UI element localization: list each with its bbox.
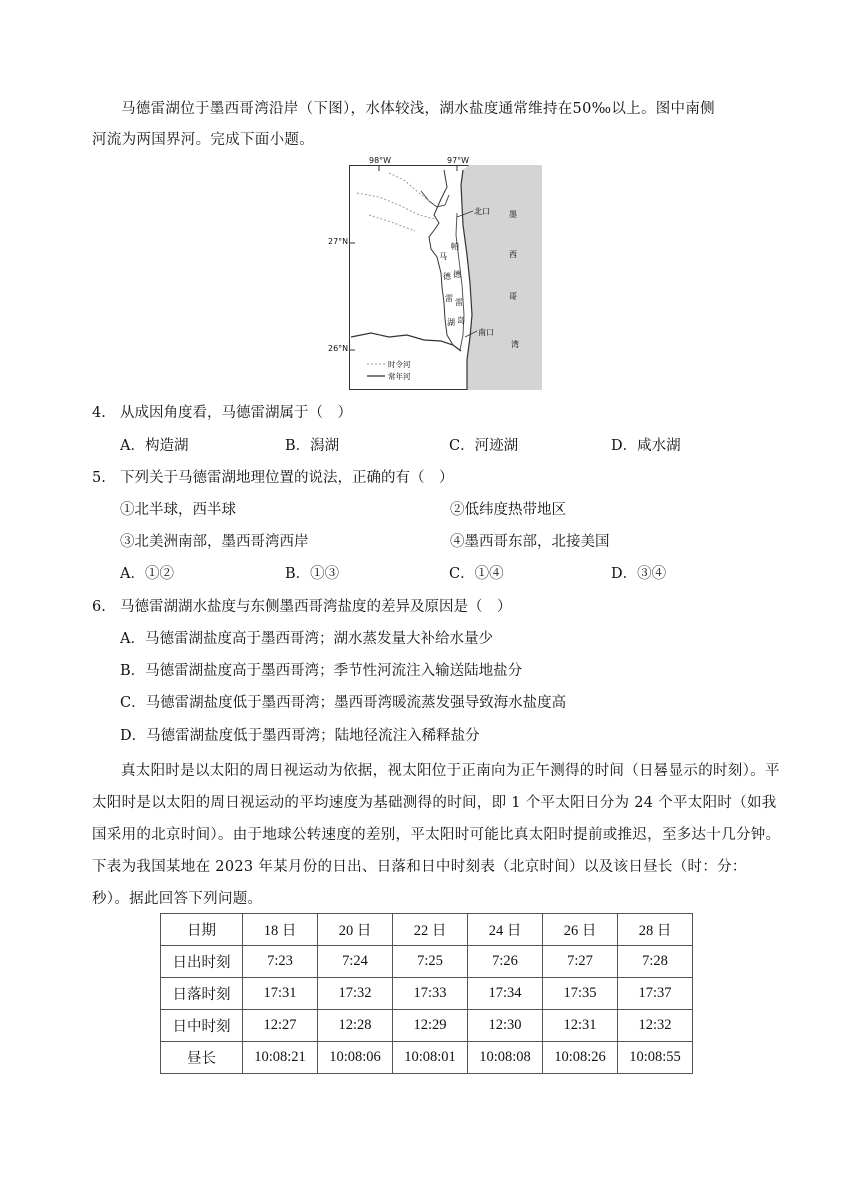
table-cell: 7:27 (543, 946, 618, 978)
table-cell: 7:26 (468, 946, 543, 978)
q4-option-d: D．咸水湖 (611, 438, 681, 454)
question-5-number: 5. (92, 470, 106, 486)
gulf-char-4: 湾 (511, 340, 519, 349)
south-inlet-label: 南口 (478, 328, 494, 337)
table-cell: 10:08:26 (543, 1042, 618, 1074)
table-header-cell: 日期 (161, 914, 243, 946)
table-cell: 17:37 (618, 978, 693, 1010)
table-cell: 17:33 (393, 978, 468, 1010)
q6-option-c: C．马德雷湖盐度低于墨西哥湾；墨西哥湾暖流蒸发强导致海水盐度高 (120, 695, 567, 711)
table-cell: 12:30 (468, 1010, 543, 1042)
q4-option-b: B．潟湖 (285, 438, 340, 454)
table-cell: 7:23 (243, 946, 318, 978)
intro-line-2: 河流为两国界河。完成下面小题。 (92, 132, 314, 148)
lake-map (349, 165, 542, 390)
q5-option-c: C．①④ (449, 566, 504, 582)
table-cell: 7:28 (618, 946, 693, 978)
table-row (161, 1010, 693, 1042)
table-cell: 12:31 (543, 1010, 618, 1042)
q5-item-4: ④墨西哥东部，北接美国 (450, 534, 610, 550)
table-cell: 12:29 (393, 1010, 468, 1042)
q6-option-a: A．马德雷湖盐度高于墨西哥湾；湖水蒸发量大补给水量少 (120, 631, 493, 647)
table-cell: 12:28 (318, 1010, 393, 1042)
table-row-label: 日中时刻 (161, 1010, 243, 1042)
lon-label-98-outer: 98°W (369, 156, 392, 165)
gulf-char-2: 西 (509, 250, 517, 259)
question-5-stem: 下列关于马德雷湖地理位置的说法，正确的有（ ） (120, 470, 454, 486)
north-inlet-label: 北口 (474, 207, 490, 216)
passage-solar-time: 真太阳时是以太阳的周日视运动为依据，视太阳位于正南向为正午测得的时间（日晷显示的时刻）。平太阳时是以太阳的周日视运动的平均速度为基础测得的时间，即 1 个平太阳日分为 24 个平太阳时（如我国采用的北京时间）。由于地球公转速度的差别，平太阳时可能比真太阳时提前或推迟，至多达十几分钟。下表为我国某地在 2023 年某月份的日出、日落和日中时刻表（北京时间）以及该日昼长（时：分：秒）。据此回答下列问题。 (92, 763, 781, 907)
table-cell: 10:08:21 (243, 1042, 318, 1074)
q5-item-3: ③北美洲南部，墨西哥湾西岸 (120, 534, 309, 550)
lon-label-97: 97°W (447, 156, 470, 165)
table-cell: 12:27 (243, 1010, 318, 1042)
question-6-stem: 马德雷湖湖水盐度与东侧墨西哥湾盐度的差异及原因是（ ） (120, 599, 512, 615)
table-row (161, 1042, 693, 1074)
table-cell: 10:08:08 (468, 1042, 543, 1074)
gulf-char-3: 哥 (509, 292, 517, 301)
q5-item-2: ②低纬度热带地区 (450, 502, 566, 518)
lat-label-27: 27°N (328, 237, 349, 246)
q4-option-c: C．河迹湖 (449, 438, 519, 454)
table-header-cell: 24 日 (468, 914, 543, 946)
q5-option-b: B．①③ (285, 566, 340, 582)
question-4 (92, 402, 352, 424)
table-cell: 7:24 (318, 946, 393, 978)
table-header-cell: 26 日 (543, 914, 618, 946)
lat-label-26: 26°N (328, 344, 349, 353)
question-5 (92, 467, 454, 489)
table-row-label: 昼长 (161, 1042, 243, 1074)
gulf-char-1: 墨 (509, 210, 517, 219)
table-header-cell: 18 日 (243, 914, 318, 946)
table-row (161, 978, 693, 1010)
question-4-number: 4. (92, 405, 106, 421)
table-header-cell: 20 日 (318, 914, 393, 946)
q5-option-a: A．①② (120, 566, 174, 582)
island-char-1: 帕 (451, 242, 459, 251)
lake-char-3: 雷 (445, 294, 453, 303)
lon-label-98 (369, 165, 389, 166)
q5-option-d: D．③④ (611, 566, 667, 582)
q6-option-d: D．马德雷湖盐度低于墨西哥湾；陆地径流注入稀释盐分 (120, 728, 480, 744)
lake-char-4: 湖 (447, 318, 455, 327)
lake-char-2: 德 (443, 272, 451, 281)
table-cell: 17:32 (318, 978, 393, 1010)
table-cell: 10:08:55 (618, 1042, 693, 1074)
table-cell: 17:35 (543, 978, 618, 1010)
gulf-sea-area (461, 165, 542, 390)
table-header-cell: 28 日 (618, 914, 693, 946)
table-row (161, 946, 693, 978)
table-cell: 7:25 (393, 946, 468, 978)
table-cell: 12:32 (618, 1010, 693, 1042)
table-cell: 10:08:01 (393, 1042, 468, 1074)
question-6 (92, 596, 512, 618)
table-cell: 10:08:06 (318, 1042, 393, 1074)
sunrise-sunset-table (160, 913, 693, 1074)
question-4-stem: 从成因角度看，马德雷湖属于（ ） (120, 405, 352, 421)
legend-perennial-label: 常年河 (388, 372, 411, 381)
question-6-number: 6. (92, 599, 106, 615)
table-cell: 17:34 (468, 978, 543, 1010)
table-header-cell: 22 日 (393, 914, 468, 946)
q4-option-a: A．构造湖 (120, 438, 189, 454)
island-char-4: 岛 (457, 316, 465, 325)
lake-char-1: 马 (439, 252, 447, 261)
q5-item-1: ①北半球，西半球 (120, 502, 236, 518)
table-row-label: 日落时刻 (161, 978, 243, 1010)
table-cell: 17:31 (243, 978, 318, 1010)
intro-line-1: 马德雷湖位于墨西哥湾沿岸（下图），水体较浅，湖水盐度通常维持在50‰以上。图中南侧 (121, 101, 715, 117)
legend-seasonal-label: 时令河 (388, 360, 411, 369)
island-char-3: 雷 (455, 298, 463, 307)
table-header-row (161, 914, 693, 946)
q6-option-b: B．马德雷湖盐度高于墨西哥湾；季节性河流注入输送陆地盐分 (120, 663, 523, 679)
table-row-label: 日出时刻 (161, 946, 243, 978)
island-char-2: 德 (453, 270, 461, 279)
